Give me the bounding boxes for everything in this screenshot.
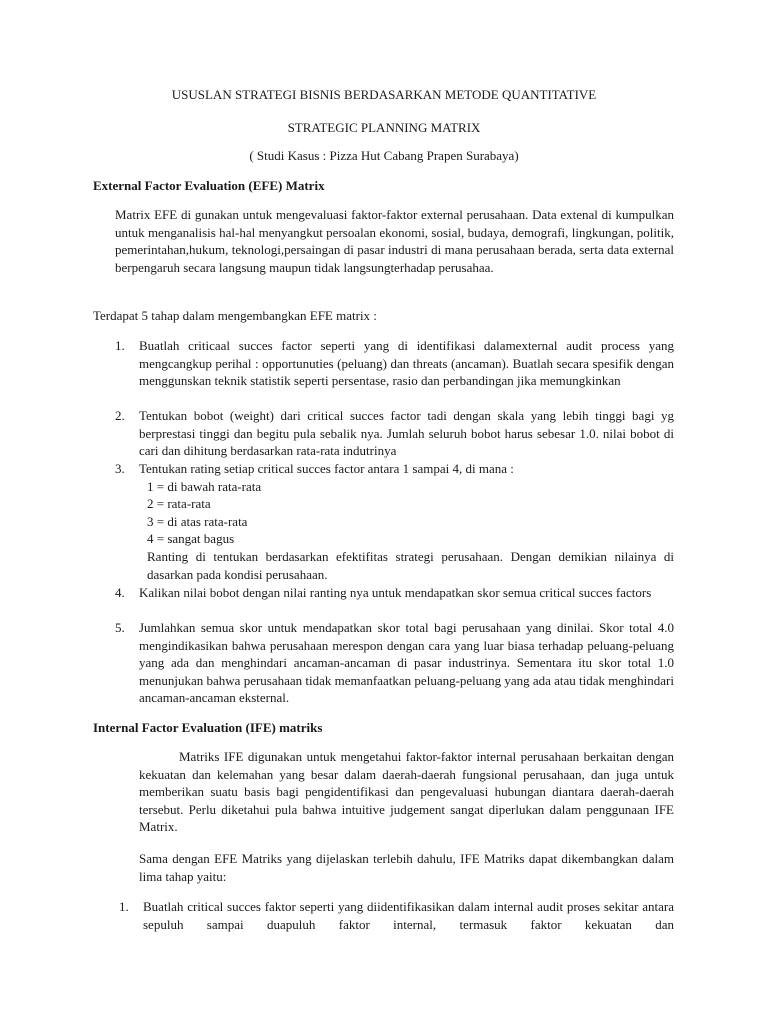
efe-intro-paragraph: Matrix EFE di gunakan untuk mengevaluasi faktor-faktor external perusahaan. Data extenal di kumpulkan untuk menganalisis hal-hal menyangkut persoalan ekonomi, sosial, budaya, demografi, lingkungan, politik, pemerintahan,hukum, teknologi,persaingan di pasar industri di mana perusahaan berada, serta data external berpengaruh secara langsung maupun tidak langsungterhadap perusahaa. [115, 207, 674, 275]
efe-heading: External Factor Evaluation (EFE) Matrix [93, 178, 325, 193]
rating-note: Ranting di tentukan berdasarkan efektifitas strategi perusahaan. Dengan demikian nilainya di dasarkan pada kondisi perusahaan. [147, 549, 674, 582]
efe-steps-intro: Terdapat 5 tahap dalam mengembangkan EFE matrix : [93, 308, 377, 323]
document-title-line-2: STRATEGIC PLANNING MATRIX [287, 120, 481, 135]
list-item: Tentukan rating setiap critical succes factor antara 1 sampai 4, di mana : [139, 461, 514, 476]
rating-scale-item: 2 = rata-rata [147, 496, 211, 511]
list-item: Jumlahkan semua skor untuk mendapatkan skor total bagi perusahaan yang dinilai. Skor total 4.0 mengindikasikan bahwa perusahaan merespon dengan cara yang luar biasa terhadap peluang-peluang yang ada dan menghindari ancaman-ancaman di pasar industrinya. Sementara itu skor total 1.0 menunjukan bahwa perusahaan tidak memanfaatkan peluang-peluang yang ada atau tidak menghindari ancaman-ancaman eksternal. [139, 620, 674, 706]
list-item: Tentukan bobot (weight) dari critical succes factor tadi dengan skala yang lebih tinggi bagi yg berprestasi tinggi dan begitu pula sebalik nya. Jumlah seluruh bobot harus sebesar 1.0. nilai bobot di cari dan dihitung berdasarkan rata-rata indutrinya [139, 408, 674, 459]
list-item: Buatlah critical succes faktor seperti yang diidentifikasikan dalam internal audit proses sekitar antara sepuluh sampai duapuluh faktor internal, termasuk faktor kekuatan dan [143, 899, 674, 932]
ife-steps-intro: Sama dengan EFE Matriks yang dijelaskan terlebih dahulu, IFE Matriks dapat dikembangkan dalam lima tahap yaitu: [139, 851, 674, 884]
document-title-line-1: USUSLAN STRATEGI BISNIS BERDASARKAN METODE QUANTITATIVE [171, 87, 597, 102]
list-number: 5. [115, 620, 125, 635]
rating-scale-item: 1 = di bawah rata-rata [147, 479, 262, 494]
ife-heading: Internal Factor Evaluation (IFE) matriks [93, 720, 323, 735]
list-number: 1. [115, 338, 125, 353]
list-number: 2. [115, 408, 125, 423]
case-study-subtitle: ( Studi Kasus : Pizza Hut Cabang Prapen Surabaya) [249, 148, 519, 163]
rating-scale-item: 4 = sangat bagus [147, 531, 235, 546]
list-number: 4. [115, 585, 125, 600]
ife-intro-paragraph: Matriks IFE digunakan untuk mengetahui faktor-faktor internal perusahaan berkaitan dengan kekuatan dan kelemahan yang besar dalam daerah-daerah fungsional perusahaan, dan juga untuk memberikan suatu basis bagi pengidentifikasi dan pengevaluasi hubungan diantara daerah-daerah tersebut. Perlu diketahui pula bahwa intuitive judgement sangat diperlukan dalam penggunaan IFE Matrix. [139, 749, 674, 835]
list-number: 1. [119, 899, 129, 914]
rating-scale-item: 3 = di atas rata-rata [147, 514, 248, 529]
list-number: 3. [115, 461, 125, 476]
list-item: Kalikan nilai bobot dengan nilai ranting nya untuk mendapatkan skor semua critical succes factors [139, 585, 652, 600]
list-item: Buatlah criticaal succes factor seperti yang di identifikasi dalamexternal audit process yang mengcangkup perihal : opportunuties (peluang) dan threats (ancaman). Buatlah secara spesifik dengan menggunskan teknik statistik seperti persentase, rasio dan perbandingan jika memungkinkan [139, 338, 674, 389]
